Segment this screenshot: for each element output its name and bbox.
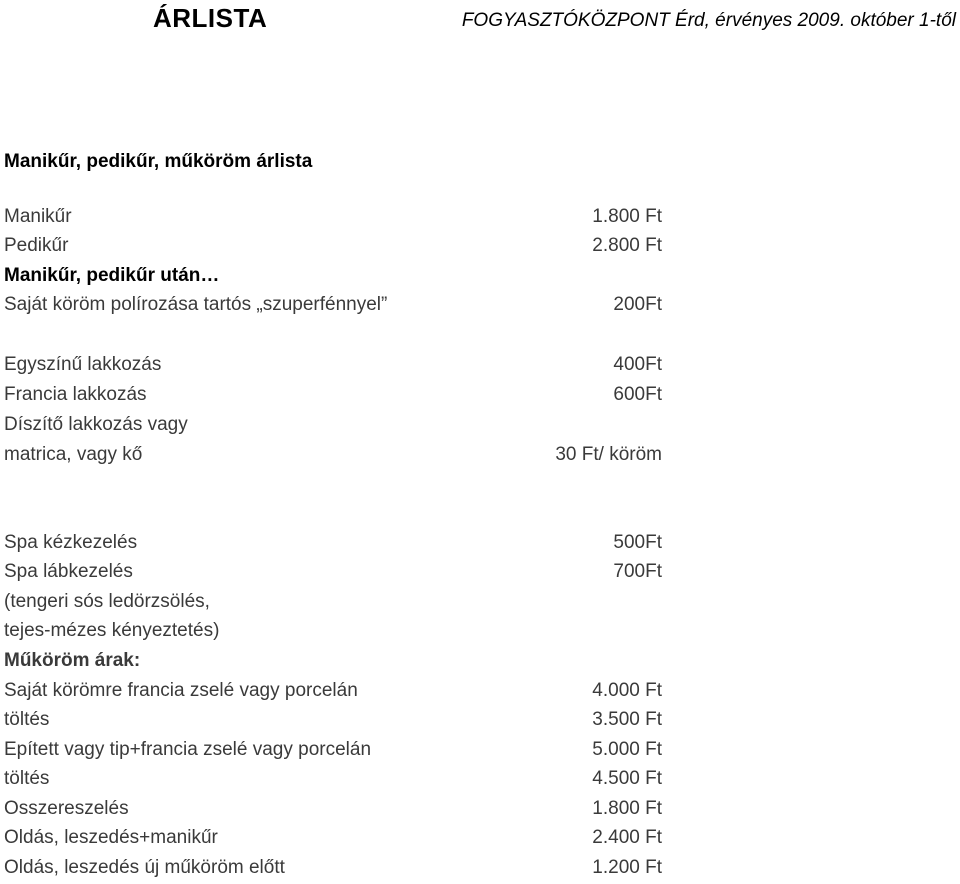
price-row-gel-own-refill — [4, 709, 662, 735]
price-row-spa-note-2 — [4, 620, 662, 646]
price-row-filing — [4, 798, 662, 824]
item-label: (tengeri sós ledörzsölés, — [4, 591, 210, 612]
item-price: 30 Ft/ köröm — [555, 444, 662, 465]
item-label: Manikűr, pedikűr után… — [4, 265, 220, 286]
price-row-decor-2 — [4, 444, 662, 470]
item-price: 4.500 Ft — [592, 768, 662, 789]
price-row-removal-manicure — [4, 827, 662, 853]
item-price: 700Ft — [613, 561, 662, 582]
item-label: Oldás, leszedés új műköröm előtt — [4, 857, 285, 878]
section-heading: Manikűr, pedikűr, műköröm árlista — [4, 151, 313, 172]
price-row-single-color — [4, 354, 662, 380]
item-label: töltés — [4, 768, 50, 789]
item-price: 2.400 Ft — [592, 827, 662, 848]
item-price: 200Ft — [613, 294, 662, 315]
item-label: Díszítő lakkozás vagy — [4, 414, 188, 435]
price-row-after-heading — [4, 265, 662, 291]
item-label: Saját körömre francia zselé vagy porcelán — [4, 680, 358, 701]
item-price: 4.000 Ft — [592, 680, 662, 701]
item-price: 1.800 Ft — [592, 206, 662, 227]
page-subtitle: FOGYASZTÓKÖZPONT Érd, érvényes 2009. október 1-től — [461, 10, 956, 31]
item-price: 600Ft — [613, 384, 662, 405]
item-price: 2.800 Ft — [592, 235, 662, 256]
item-label: Francia lakkozás — [4, 384, 147, 405]
item-label: Pedikűr — [4, 235, 69, 256]
item-label: Egyszínű lakkozás — [4, 354, 162, 375]
price-row-spa-foot — [4, 561, 662, 587]
item-label: Spa kézkezelés — [4, 532, 138, 553]
price-row-gel-own — [4, 680, 662, 706]
price-row-pedicure — [4, 235, 662, 261]
item-label: Epített vagy tip+francia zselé vagy porcelán — [4, 739, 372, 760]
price-row-spa-note-1 — [4, 591, 662, 617]
item-label: matrica, vagy kő — [4, 444, 143, 465]
price-row-decor-1 — [4, 414, 662, 440]
price-row-removal-new — [4, 857, 662, 883]
price-row-spa-hand — [4, 532, 662, 558]
item-label: Oldás, leszedés+manikűr — [4, 827, 218, 848]
price-row-manicure — [4, 206, 662, 232]
price-row-gel-built-refill — [4, 768, 662, 794]
item-price: 5.000 Ft — [592, 739, 662, 760]
item-label: Műköröm árak: — [4, 650, 141, 671]
item-price: 3.500 Ft — [592, 709, 662, 730]
price-row-french — [4, 384, 662, 410]
price-row-gel-heading — [4, 650, 662, 676]
price-row-polish — [4, 294, 662, 320]
item-label: Spa lábkezelés — [4, 561, 133, 582]
price-row-gel-built — [4, 739, 662, 765]
item-label: Saját köröm polírozása tartós „szuperfénnyel” — [4, 294, 388, 315]
item-label: tejes-mézes kényeztetés) — [4, 620, 220, 641]
page-title: ÁRLISTA — [153, 3, 268, 33]
item-price: 1.200 Ft — [592, 857, 662, 878]
item-label: Manikűr — [4, 206, 72, 227]
item-price: 500Ft — [613, 532, 662, 553]
item-label: Osszereszelés — [4, 798, 129, 819]
item-price: 400Ft — [613, 354, 662, 375]
item-label: töltés — [4, 709, 50, 730]
item-price: 1.800 Ft — [592, 798, 662, 819]
